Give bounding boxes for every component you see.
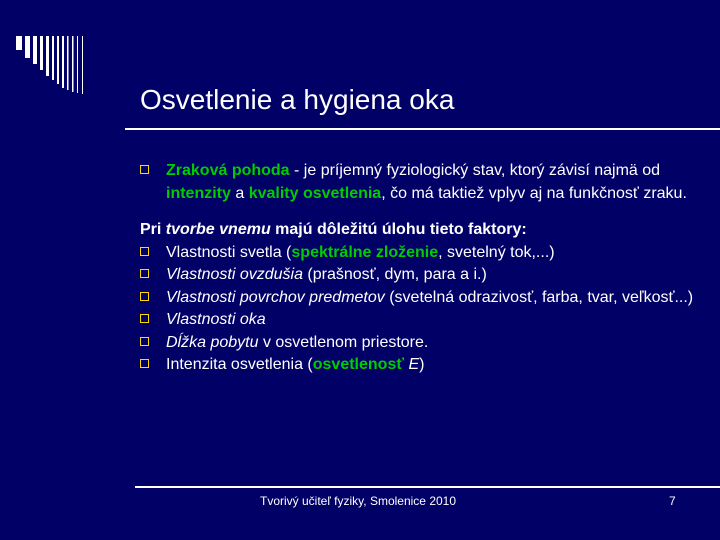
factor-item-povrchy [140,287,700,310]
factors-heading-1: Pri [140,221,166,238]
slide-title: Osvetlenie a hygiena oka [140,84,455,115]
intro-paragraph [140,160,700,205]
slide-content [140,160,700,377]
spacer [140,205,700,219]
factor-item-ovzdusie [140,264,700,287]
keyword-spektralne-zlozenie: spektrálne zloženie [291,243,439,261]
intro-text-1: - je príjemný fyziologický stav, ktorý závisí najmä od [289,162,661,179]
factor-text: (prašnosť, dym, para a i.) [302,266,487,283]
hollow-square-bullet-icon [140,292,149,301]
factor-text: , svetelný tok,...) [438,243,555,261]
symbol-e: E [408,356,420,373]
title-divider [125,128,720,130]
keyword-kvality-osvetlenia: kvality osvetlenia [248,184,382,202]
intro-text-3: , čo má taktiež vplyv aj na funkčnosť zraku. [381,184,687,202]
vertical-bars-decoration [14,36,124,96]
factor-italic: Dĺžka pobytu [166,333,259,351]
factor-item-intenzita [140,354,700,377]
hollow-square-bullet-icon [140,247,149,256]
hollow-square-bullet-icon [140,269,149,278]
footer-divider [135,486,720,488]
keyword-osvetlenost: osvetlenosť [312,356,404,373]
factor-text: Vlastnosti svetla ( [166,243,292,261]
intro-text-2: a [230,184,249,202]
factor-item-oko [140,309,700,332]
hollow-square-bullet-icon [140,337,149,346]
factor-text: ) [419,356,425,373]
factor-item-dlzka-pobytu [140,332,700,355]
factor-italic: Vlastnosti ovzdušia [166,266,303,283]
factor-text: (svetelná odrazivosť, farba, tvar, veľkosť...) [384,288,694,306]
factor-text: v osvetlenom priestore. [258,333,429,351]
factor-text: Intenzita osvetlenia ( [166,356,313,373]
factors-heading [140,219,700,242]
term-zrakova-pohoda: Zraková pohoda [166,162,290,179]
hollow-square-bullet-icon [140,165,149,174]
footer-text: Tvorivý učiteľ fyziky, Smolenice 2010 [260,494,457,508]
factors-heading-italic: tvorbe vnemu [165,221,271,238]
hollow-square-bullet-icon [140,314,149,323]
factor-item-svetlo [140,242,700,265]
page-number: 7 [669,494,676,508]
hollow-square-bullet-icon [140,359,149,368]
factors-heading-2: majú dôležitú úlohu tieto faktory: [270,221,527,238]
keyword-intenzity: intenzity [166,184,231,202]
factor-italic: Vlastnosti povrchov predmetov [166,288,385,306]
factor-italic: Vlastnosti oka [166,311,266,328]
